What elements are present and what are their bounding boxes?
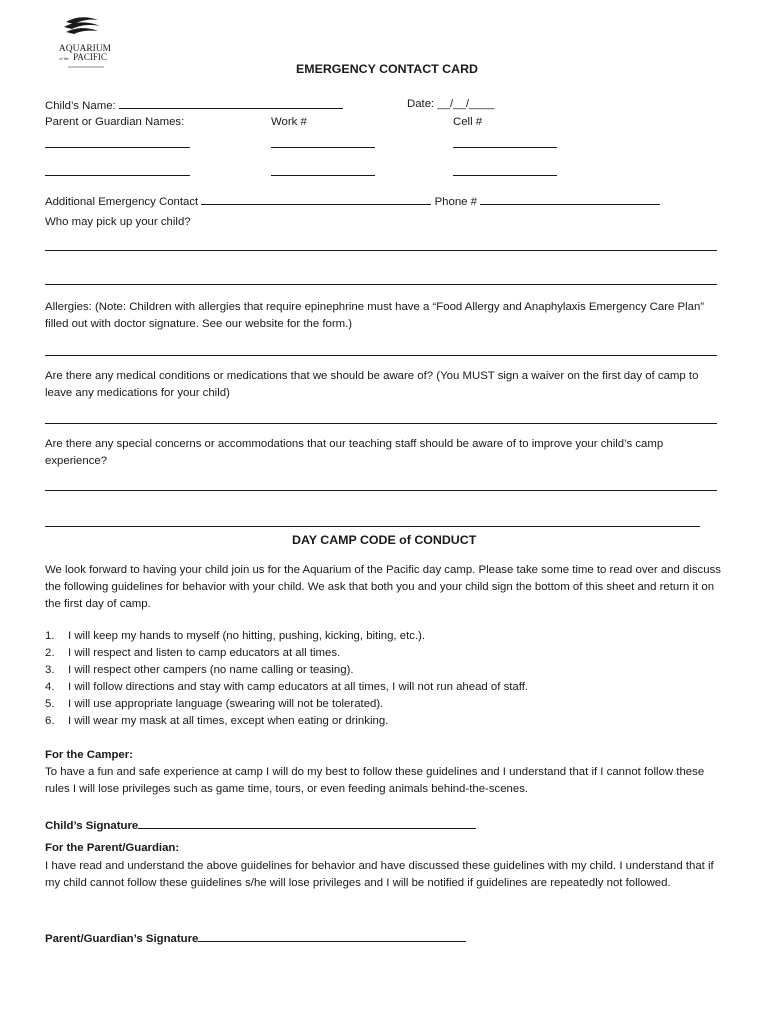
list-item: 2. I will respect and listen to camp educators at all times. [45, 647, 341, 659]
pickup-field-1[interactable] [45, 250, 717, 251]
child-name-label: Child’s Name: [45, 100, 116, 112]
child-signature-field[interactable] [138, 817, 476, 829]
work-field-1[interactable] [271, 147, 375, 148]
work-label: Work # [271, 116, 307, 128]
parent-signature-row [45, 930, 466, 946]
conduct-title: DAY CAMP CODE of CONDUCT [292, 533, 477, 547]
child-signature-row [45, 817, 476, 833]
camper-text: To have a fun and safe experience at camp I will do my best to follow these guidelines and I understand that if I cannot follow these rules I will lose privileges such as game time, tours, or even feeding animals behind-the-scenes. [45, 766, 705, 795]
logo-word-of-the: of the [59, 56, 69, 61]
list-item: 3. I will respect other campers (no name calling or teasing). [45, 664, 354, 676]
list-item: 6. I will wear my mask at all times, except when eating or drinking. [45, 715, 389, 727]
section-divider [45, 526, 700, 527]
parent-signature-label: Parent/Guardian’s Signature [45, 933, 199, 945]
pickup-field-2[interactable] [45, 284, 717, 285]
logo-word-aquarium: AQUARIUM [58, 44, 112, 54]
emergency-card-title: EMERGENCY CONTACT CARD [296, 62, 478, 76]
conduct-rules-list [45, 628, 725, 730]
list-item: 5. I will use appropriate language (swearing will not be tolerated). [45, 698, 384, 710]
medical-text: Are there any medical conditions or medications that we should be aware of? (You MUST sign a waiver on the first day of camp to leave any medications for your child) [45, 370, 699, 399]
additional-contact-label: Additional Emergency Contact [45, 196, 199, 208]
concerns-field[interactable] [45, 490, 717, 491]
child-signature-label: Child’s Signature [45, 820, 139, 832]
pickup-question: Who may pick up your child? [45, 216, 191, 228]
allergies-text: Allergies: (Note: Children with allergies that require epinephrine must have a “Food Allergy and Anaphylaxis Emergency Care Plan” filled out with doctor signature. See our website for the form.) [45, 301, 705, 330]
list-item: 1. I will keep my hands to myself (no hitting, pushing, kicking, biting, etc.). [45, 630, 426, 642]
cell-field-2[interactable] [453, 175, 557, 176]
logo-word-pacific: PACIFIC [73, 52, 107, 62]
work-field-2[interactable] [271, 175, 375, 176]
list-item: 4. I will follow directions and stay with camp educators at all times, I will not run ahead of staff. [45, 681, 529, 693]
phone-field[interactable] [480, 193, 660, 205]
cell-field-1[interactable] [453, 147, 557, 148]
phone-label: Phone # [434, 196, 478, 208]
parent-names-label: Parent or Guardian Names: [45, 116, 185, 128]
parent-signature-field[interactable] [198, 930, 466, 942]
parent-text: I have read and understand the above guidelines for behavior and have discussed these guidelines with my child. I understand that if my child cannot follow these guidelines s/he will lose privileges and I will be notified if guidelines are repeatedly not followed. [45, 860, 714, 889]
concerns-text: Are there any special concerns or accommodations that our teaching staff should be aware of to improve your child’s camp experience? [45, 438, 664, 467]
additional-contact-field[interactable] [201, 193, 431, 205]
parent-name-field-1[interactable] [45, 147, 190, 148]
cell-label: Cell # [453, 116, 483, 128]
aquarium-logo [52, 14, 118, 74]
allergies-field[interactable] [45, 355, 717, 356]
wave-logo-icon [52, 14, 118, 74]
conduct-intro: We look forward to having your child join us for the Aquarium of the Pacific day camp. Please take some time to read over and discuss the following guidelines for behavior with your child. We ask that both you and your child sign the bottom of this sheet and return it on the first day of camp. [45, 564, 721, 610]
child-name-row [45, 97, 343, 113]
medical-field[interactable] [45, 423, 717, 424]
parent-name-field-2[interactable] [45, 175, 190, 176]
additional-contact-row [45, 193, 660, 209]
camper-heading: For the Camper: [45, 749, 133, 761]
child-name-field[interactable] [119, 97, 343, 109]
date-label[interactable]: Date: __/__/____ [407, 98, 495, 110]
parent-heading: For the Parent/Guardian: [45, 842, 180, 854]
